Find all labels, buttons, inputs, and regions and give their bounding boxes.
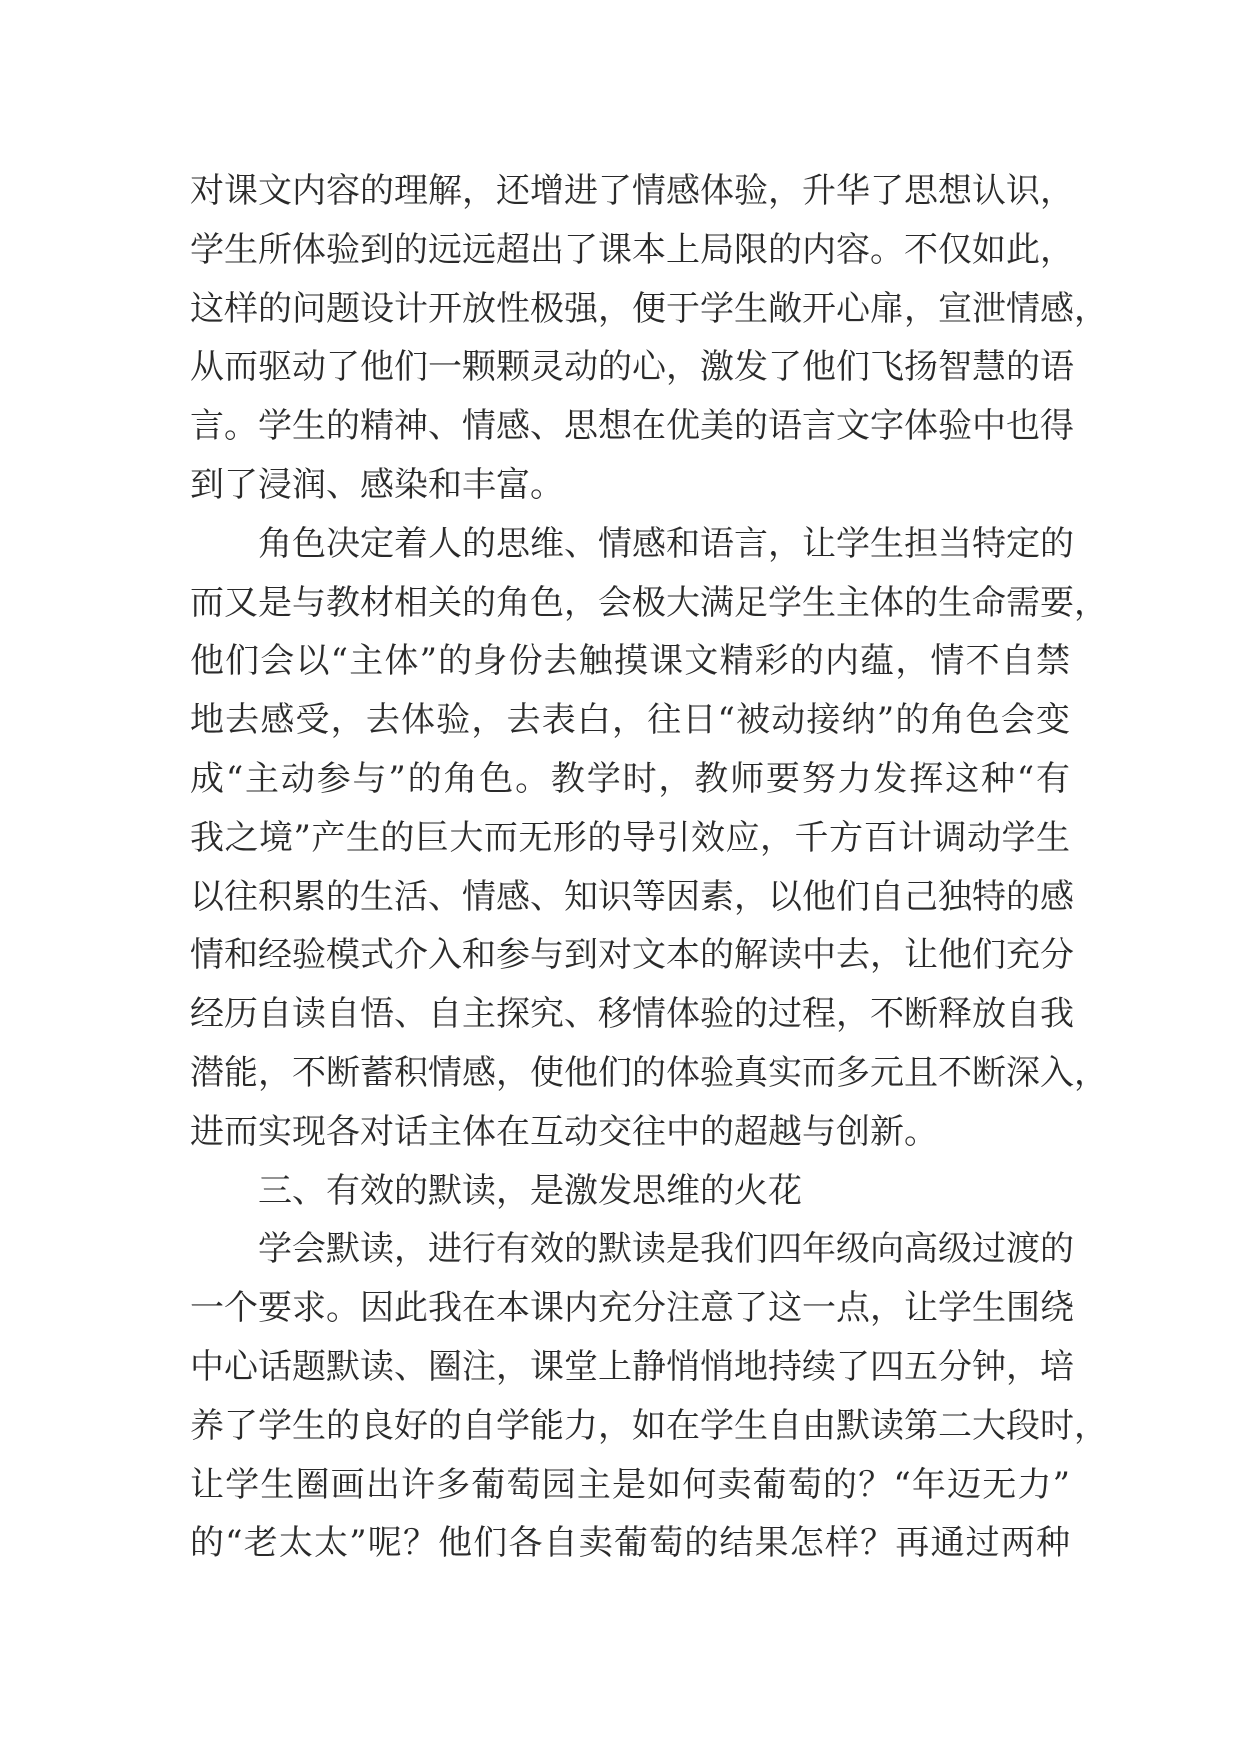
text-line: 成“主动参与”的角色。教学时，教师要努力发挥这种“有	[190, 758, 1070, 799]
section-heading: 三、有效的默读，是激发思维的火花	[258, 1170, 802, 1211]
paragraph-first-line: 角色决定着人的思维、情感和语言，让学生担当特定的	[258, 523, 1074, 564]
text-line: 中心话题默读、圈注，课堂上静悄悄地持续了四五分钟，培	[190, 1346, 1074, 1387]
body-text	[190, 162, 1108, 1573]
text-line: 从而驱动了他们一颗颗灵动的心，激发了他们飞扬智慧的语	[190, 347, 1074, 388]
text-line: 而又是与教材相关的角色，会极大满足学生主体的生命需要，	[190, 582, 1108, 623]
text-line: 到了浸润、感染和丰富。	[190, 464, 564, 505]
text-line: 经历自读自悟、自主探究、移情体验的过程，不断释放自我	[190, 994, 1074, 1035]
text-line: 潜能，不断蓄积情感，使他们的体验真实而多元且不断深入，	[190, 1052, 1108, 1093]
text-line: 养了学生的良好的自学能力，如在学生自由默读第二大段时，	[190, 1405, 1108, 1446]
paragraph-first-line: 学会默读，进行有效的默读是我们四年级向高级过渡的	[258, 1229, 1074, 1270]
text-line: 进而实现各对话主体在互动交往中的超越与创新。	[190, 1111, 938, 1152]
text-line: 以往积累的生活、情感、知识等因素，以他们自己独特的感	[190, 876, 1074, 917]
text-line: 学生所体验到的远远超出了课本上局限的内容。不仅如此，	[190, 229, 1074, 270]
text-line: 他们会以“主体”的身份去触摸课文精彩的内蕴，情不自禁	[190, 641, 1070, 682]
text-line: 地去感受，去体验，去表白，往日“被动接纳”的角色会变	[190, 700, 1070, 741]
text-line: 情和经验模式介入和参与到对文本的解读中去，让他们充分	[190, 935, 1074, 976]
text-line: 言。学生的精神、情感、思想在优美的语言文字体验中也得	[190, 406, 1074, 447]
text-line: 对课文内容的理解，还增进了情感体验，升华了思想认识，	[190, 171, 1074, 211]
text-line: 这样的问题设计开放性极强，便于学生敞开心扉，宣泄情感，	[190, 288, 1108, 329]
text-line: 让学生圈画出许多葡萄园主是如何卖葡萄的？“年迈无力”	[190, 1464, 1070, 1505]
text-line: 我之境”产生的巨大而无形的导引效应，千方百计调动学生	[190, 817, 1070, 858]
text-line: 一个要求。因此我在本课内充分注意了这一点，让学生围绕	[190, 1288, 1074, 1329]
text-line: 的“老太太”呢？他们各自卖葡萄的结果怎样？再通过两种	[190, 1523, 1070, 1564]
